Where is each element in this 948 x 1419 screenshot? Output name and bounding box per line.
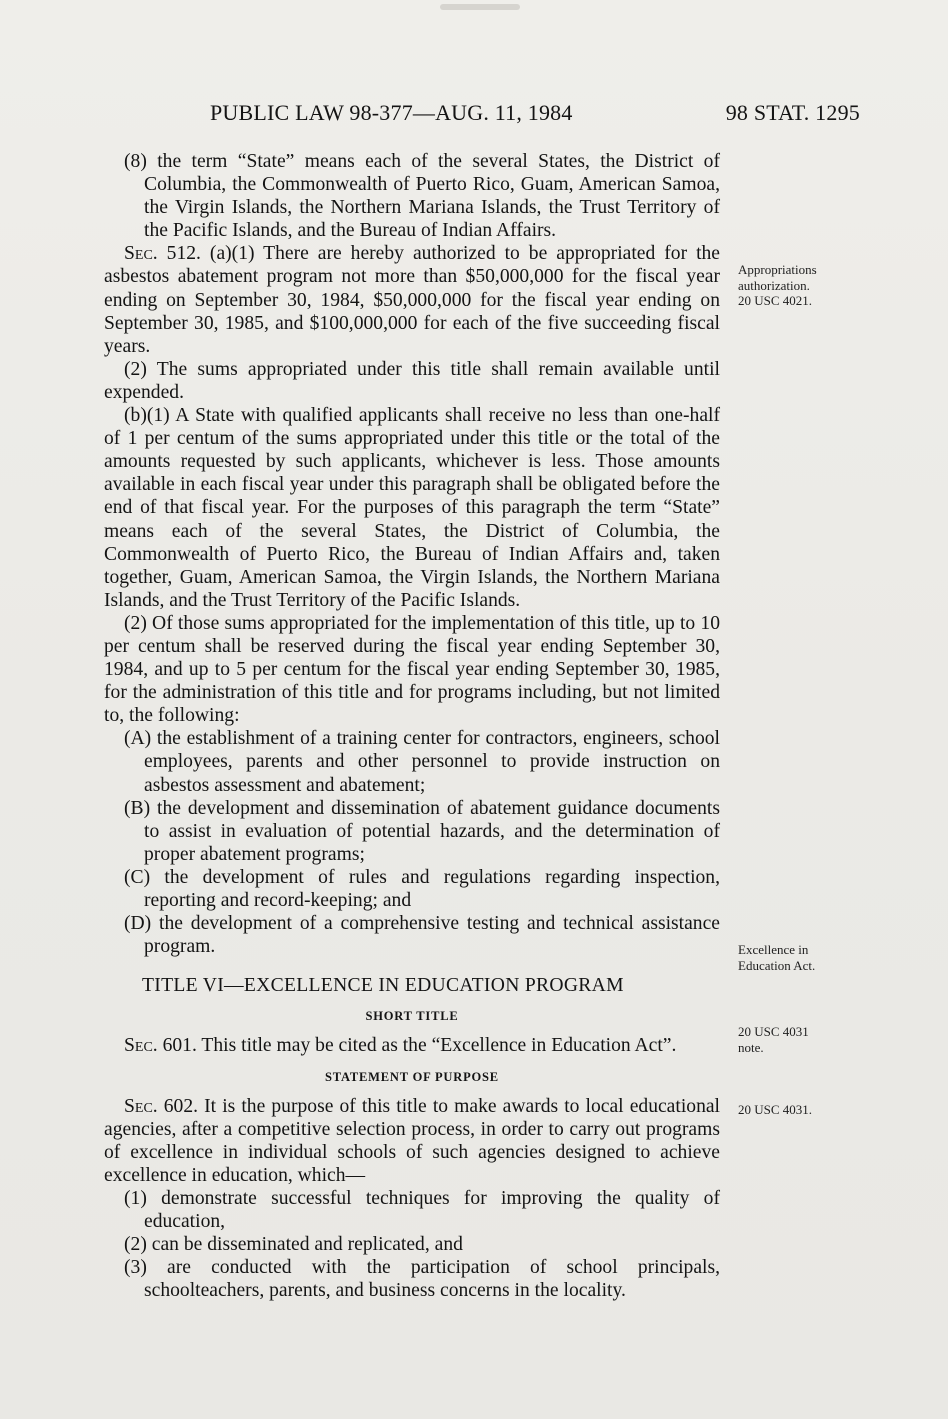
header-left: PUBLIC LAW 98-377—AUG. 11, 1984 xyxy=(210,100,573,125)
title-vi-heading: TITLE VI—EXCELLENCE IN EDUCATION PROGRAM xyxy=(142,975,624,997)
section-text: (a)(1) There are hereby authorized to be appropriated for the asbestos abatement program not more than $50,000,000 for the fiscal year ending on September 30, 1984, $50,000,000 for the fiscal year ending on September 30, 1985, and $100,000,000 for each of the five succeeding fiscal years. xyxy=(104,243,721,357)
main-text-column xyxy=(104,150,720,1303)
section-text: It is the purpose of this title to make awards to local educational agencies, after a competitive selection process, in order to carry out programs of excellence in individual schools of such agencies designed to achieve excellence in education, which— xyxy=(104,1095,721,1186)
page-header xyxy=(210,100,860,132)
list-item-a: (A) the establishment of a training center for contractors, engineers, school employees, parents and other personnel to provide instruction on asbestos assessment and abatement; xyxy=(124,728,720,796)
short-title-heading: SHORT TITLE xyxy=(365,1009,459,1024)
purpose-heading: STATEMENT OF PURPOSE xyxy=(325,1069,499,1084)
paragraph-sec-602 xyxy=(104,1095,720,1187)
margin-note-line: 20 USC 4031. xyxy=(738,1102,813,1117)
margin-note-excellence xyxy=(738,942,868,973)
section-label: Sec. 602. xyxy=(124,1095,199,1117)
margin-note-line: Education Act. xyxy=(738,957,816,973)
scan-artifact xyxy=(440,4,520,10)
list-item-b: (B) the development and dissemination of abatement guidance documents to assist in evaluation of potential hazards, and the determination of proper abatement programs; xyxy=(124,797,720,865)
margin-note-line: Excellence in xyxy=(738,942,809,957)
paragraph-b2: (2) Of those sums appropriated for the implementation of this title, up to 10 per centum shall be reserved during the fiscal year ending September 30, 1984, and up to 5 per centum for the fiscal year ending September 30, 1985, for the administration of this title and for programs including, but not limited to, the following: xyxy=(104,612,720,727)
margin-note-line: 20 USC 4031 xyxy=(738,1024,809,1039)
section-label: Sec. 601. xyxy=(124,1035,197,1057)
list-item-602-3: (3) are conducted with the participation of school principals, schoolteachers, parents, and business concerns in the locality. xyxy=(124,1257,720,1302)
list-item-602-1: (1) demonstrate successful techniques for improving the quality of education, xyxy=(124,1188,720,1233)
margin-note-4031 xyxy=(738,1102,868,1118)
margin-note-4031-note xyxy=(738,1024,868,1055)
margin-note-line: authorization. xyxy=(738,277,810,293)
margin-note-line: 20 USC 4021. xyxy=(738,293,813,308)
list-item-d: (D) the development of a comprehensive testing and technical assistance program. xyxy=(124,913,720,958)
margin-note-line: note. xyxy=(738,1039,764,1055)
paragraph-b1: (b)(1) A State with qualified applicants shall receive no less than one-half of 1 per centum of the sums appropriated under this title or the total of the amounts requested by such applicants, whichever is less. Those amounts available in each fiscal year under this paragraph shall be obligated before the end of that fiscal year. For the purposes of this paragraph the term “State” means each of the several States, the District of Columbia, the Commonwealth of Puerto Rico, the Bureau of Indian Affairs and, taken together, Guam, American Samoa, the Virgin Islands, the Northern Mariana Islands, and the Trust Territory of the Pacific Islands. xyxy=(104,405,720,611)
header-right: 98 STAT. 1295 xyxy=(725,100,860,125)
section-text: This title may be cited as the “Excellence in Education Act”. xyxy=(196,1035,677,1057)
section-label: Sec. 512. xyxy=(124,243,201,265)
list-item-602-2: (2) can be disseminated and replicated, and xyxy=(124,1234,463,1256)
margin-note-line: Appropriations xyxy=(738,262,817,277)
margin-note-appropriations xyxy=(738,262,868,309)
paragraph-sec-512 xyxy=(104,242,720,357)
paragraph-sums-available: (2) The sums appropriated under this title shall remain available until expended. xyxy=(104,358,720,403)
list-item-c: (C) the development of rules and regulations regarding inspection, reporting and record-keeping; and xyxy=(124,866,720,911)
paragraph-state-definition: (8) the term “State” means each of the several States, the District of Columbia, the Commonwealth of Puerto Rico, Guam, American Samoa, the Virgin Islands, the Northern Mariana Islands, the Trust Territory of the Pacific Islands, and the Bureau of Indian Affairs. xyxy=(124,151,720,242)
paragraph-sec-601 xyxy=(104,1034,720,1057)
